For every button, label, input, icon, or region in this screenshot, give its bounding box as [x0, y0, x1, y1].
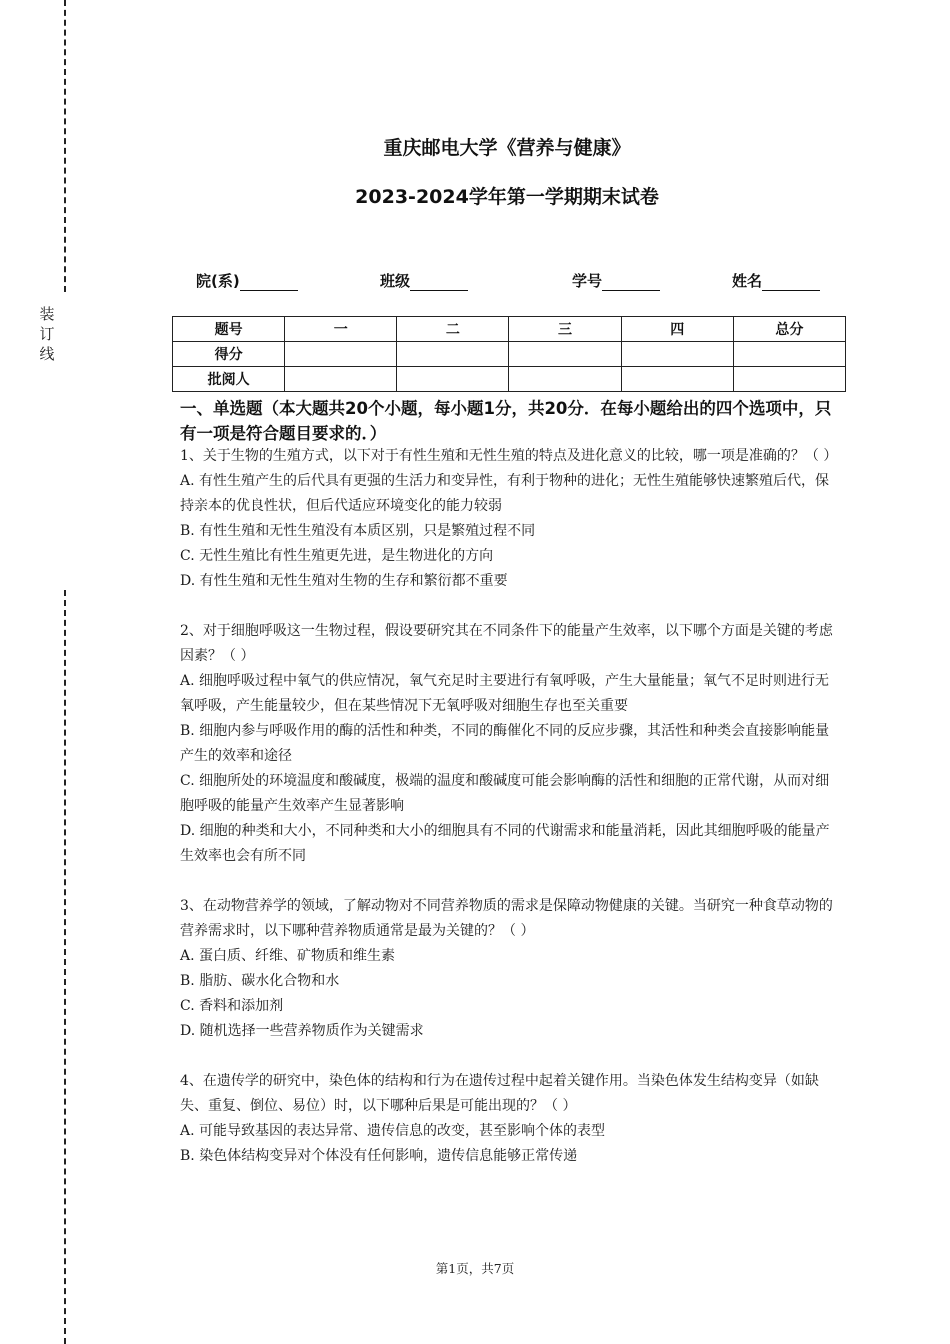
page-footer: 第1页，共7页: [435, 1261, 515, 1276]
name-blank[interactable]: [762, 274, 820, 291]
exam-title-university: 重庆邮电大学《营养与健康》: [383, 137, 631, 159]
score-table-header-cell: 四: [621, 317, 733, 342]
name-label: 姓名: [732, 272, 763, 290]
option-a: A. 蛋白质、纤维、矿物质和维生素: [180, 948, 396, 964]
option-a: A. 细胞呼吸过程中氧气的供应情况，氧气充足时主要进行有氧呼吸，产生大量能量；氧气不足时则进行无氧呼吸，产生能量较少，但在某些情况下无氧呼吸对细胞生存也至关重要: [180, 673, 830, 714]
score-table-row: [173, 367, 846, 392]
option-b: B. 细胞内参与呼吸作用的酶的活性和种类，不同的酶催化不同的反应步骤，其活性和种类会直接影响能量产生的效率和途径: [180, 723, 830, 764]
department-field[interactable]: [196, 270, 298, 291]
class-blank[interactable]: [410, 274, 468, 291]
section-heading: 一、单选题（本大题共20个小题，每小题1分，共20分．在每小题给出的四个选项中，只有一项是符合题目要求的．）: [180, 399, 832, 443]
score-cell[interactable]: [285, 342, 397, 367]
score-table-row: [173, 342, 846, 367]
student-id-blank[interactable]: [602, 274, 660, 291]
question-2: [180, 619, 840, 869]
student-info-row: [0, 270, 950, 292]
question-stem: 4、在遗传学的研究中，染色体的结构和行为在遗传过程中起着关键作用。当染色体发生结构变异（如缺失、重复、倒位、易位）时，以下哪种后果是可能出现的？（ ）: [180, 1073, 819, 1114]
option-c: C. 无性生殖比有性生殖更先进，是生物进化的方向: [180, 548, 494, 564]
option-b: B. 染色体结构变异对个体没有任何影响，遗传信息能够正常传递: [180, 1148, 578, 1164]
option-d: D. 随机选择一些营养物质作为关键需求: [180, 1023, 424, 1039]
score-cell[interactable]: [397, 342, 509, 367]
score-table: [172, 316, 846, 392]
option-b: B. 脂肪、碳水化合物和水: [180, 973, 340, 989]
option-c: C. 香料和添加剂: [180, 998, 284, 1014]
binding-label: [36, 304, 58, 364]
score-table-header-cell: 一: [285, 317, 397, 342]
reviewer-cell[interactable]: [621, 367, 733, 392]
question-stem: 3、在动物营养学的领域，了解动物对不同营养物质的需求是保障动物健康的关键。当研究一种食草动物的营养需求时，以下哪种营养物质通常是最为关键的？（ ）: [180, 898, 833, 939]
score-cell[interactable]: [509, 342, 621, 367]
score-table-header-cell: 三: [509, 317, 621, 342]
name-field[interactable]: [732, 270, 820, 291]
question-stem: 2、对于细胞呼吸这一生物过程，假设要研究其在不同条件下的能量产生效率，以下哪个方面是关键的考虑因素？（ ）: [180, 623, 833, 664]
department-label: 院(系): [196, 272, 240, 290]
department-blank[interactable]: [240, 274, 298, 291]
reviewer-cell[interactable]: [397, 367, 509, 392]
score-table-header-cell: 二: [397, 317, 509, 342]
binding-char: 线: [39, 345, 55, 363]
option-a: A. 可能导致基因的表达异常、遗传信息的改变，甚至影响个体的表型: [180, 1123, 606, 1139]
binding-dashed-line-bottom: [64, 590, 66, 1344]
reviewer-cell[interactable]: [733, 367, 845, 392]
exam-title-term: 2023-2024学年第一学期期末试卷: [355, 186, 659, 208]
score-table-header-cell: 总分: [733, 317, 845, 342]
question-1: [180, 444, 840, 594]
score-table-header-row: [173, 317, 846, 342]
class-label: 班级: [380, 272, 411, 290]
student-id-field[interactable]: [572, 270, 660, 291]
option-a: A. 有性生殖产生的后代具有更强的生活力和变异性，有利于物种的进化；无性生殖能够快速繁殖后代，保持亲本的优良性状，但后代适应环境变化的能力较弱: [180, 473, 830, 514]
reviewer-cell[interactable]: [285, 367, 397, 392]
question-stem: 1、关于生物的生殖方式，以下对于有性生殖和无性生殖的特点及进化意义的比较，哪一项是准确的？（ ）: [180, 448, 838, 464]
score-cell[interactable]: [621, 342, 733, 367]
score-row-label: 得分: [173, 342, 285, 367]
class-field[interactable]: [380, 270, 468, 291]
option-b: B. 有性生殖和无性生殖没有本质区别，只是繁殖过程不同: [180, 523, 536, 539]
student-id-label: 学号: [572, 272, 603, 290]
question-3: [180, 894, 840, 1044]
score-table-header-cell: 题号: [173, 317, 285, 342]
binding-char: 装: [39, 305, 55, 323]
question-4: [180, 1069, 840, 1169]
reviewer-cell[interactable]: [509, 367, 621, 392]
option-c: C. 细胞所处的环境温度和酸碱度，极端的温度和酸碱度可能会影响酶的活性和细胞的正常代谢，从而对细胞呼吸的能量产生效率产生显著影响: [180, 773, 830, 814]
binding-char: 订: [39, 325, 55, 343]
question-list: [180, 444, 840, 1194]
reviewer-row-label: 批阅人: [173, 367, 285, 392]
score-cell[interactable]: [733, 342, 845, 367]
option-d: D. 有性生殖和无性生殖对生物的生存和繁衍都不重要: [180, 573, 508, 589]
option-d: D. 细胞的种类和大小，不同种类和大小的细胞具有不同的代谢需求和能量消耗，因此其细胞呼吸的能量产生效率也会有所不同: [180, 823, 830, 864]
